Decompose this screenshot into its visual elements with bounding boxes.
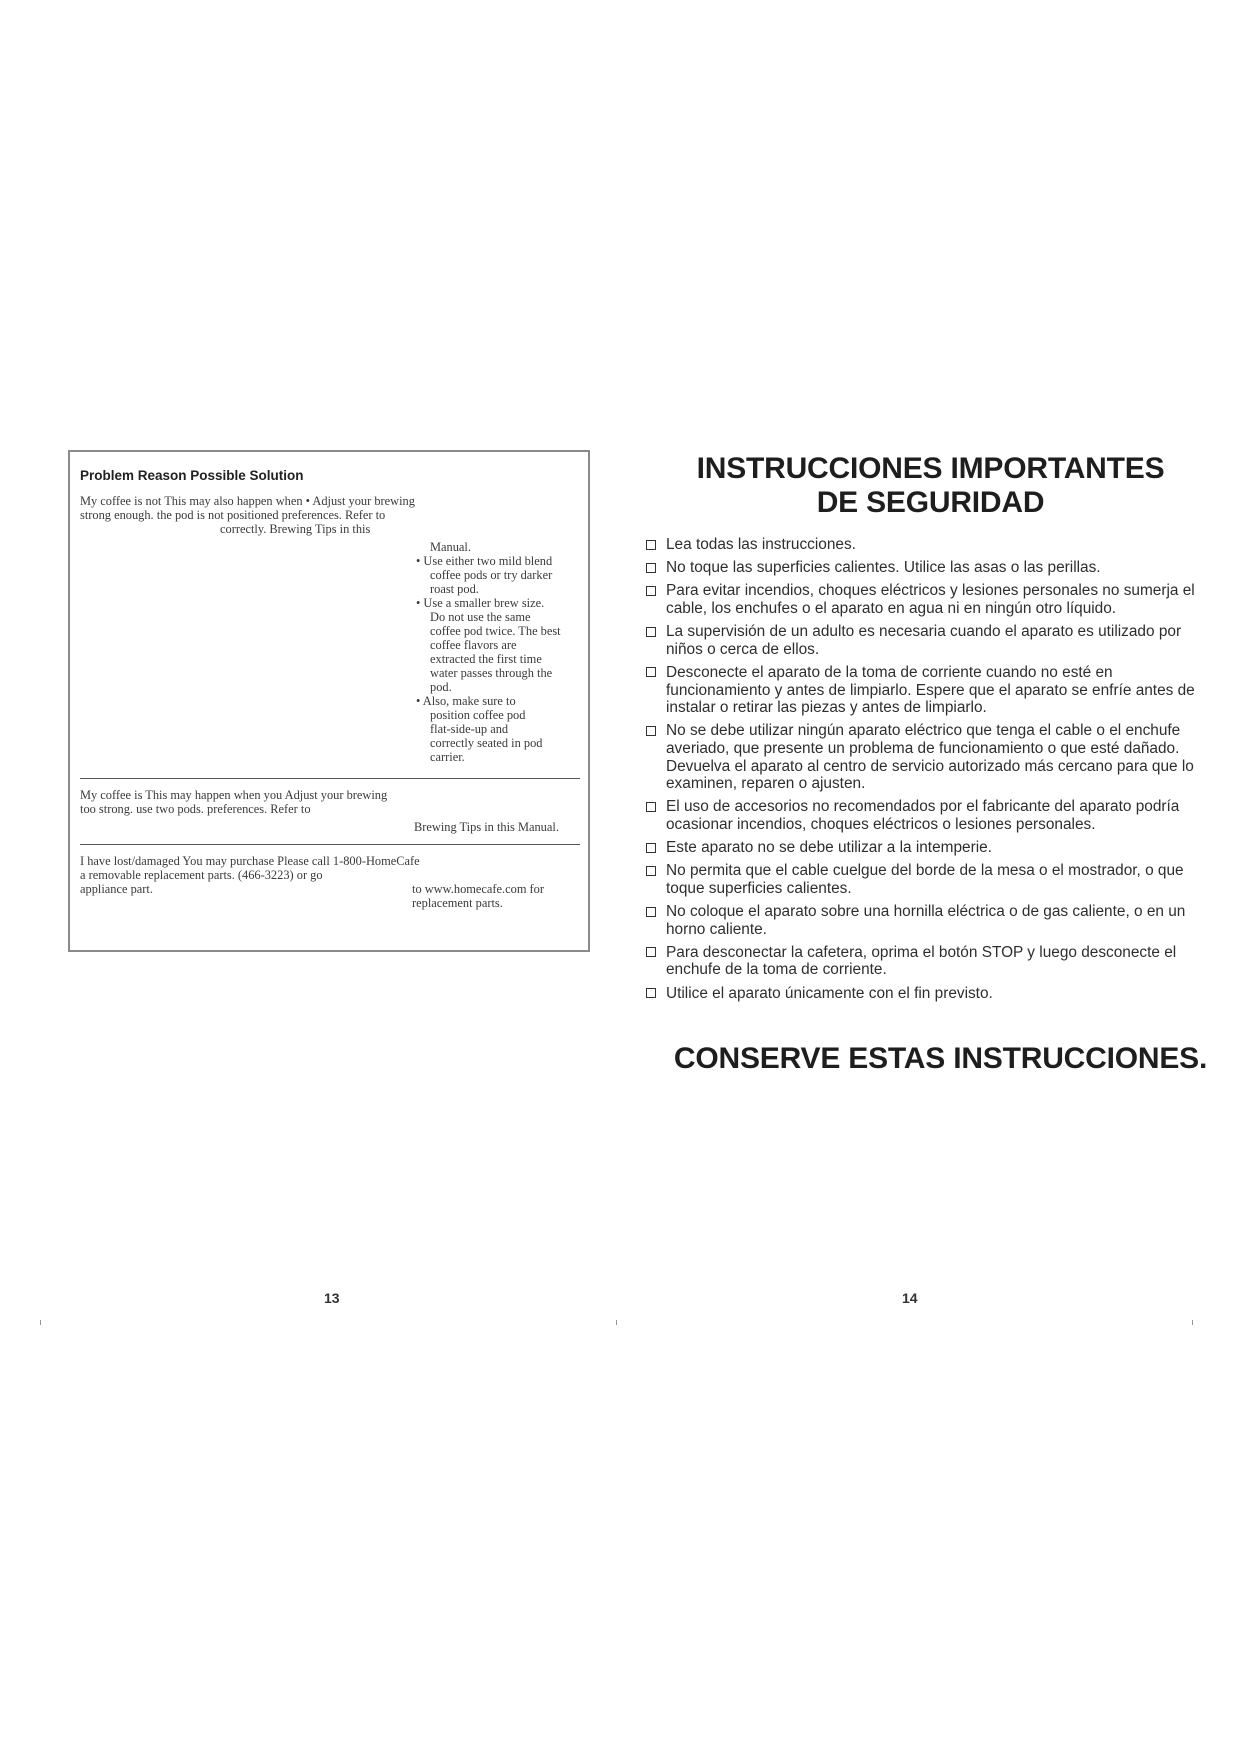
row1-line: coffee pods or try darker xyxy=(430,568,553,582)
row1-line: Manual. xyxy=(430,540,471,554)
checkbox-icon xyxy=(646,866,656,876)
list-item: La supervisión de un adulto es necesaria cuando el aparato es utilizado por niños o cerca de ellos. xyxy=(646,623,1216,658)
row1-line: carrier. xyxy=(430,750,465,764)
troubleshooting-table xyxy=(68,450,590,952)
row1-line: roast pod. xyxy=(430,582,479,596)
list-item: No toque las superficies calientes. Utilice las asas o las perillas. xyxy=(646,559,1216,577)
row3-line: a removable replacement parts. (466-3223) or go xyxy=(80,868,323,882)
row1-line: My coffee is not This may also happen when • Adjust your brewing xyxy=(80,494,415,508)
checkbox-icon xyxy=(646,907,656,917)
checkbox-icon xyxy=(646,586,656,596)
page-13 xyxy=(0,0,620,1754)
list-item: No permita que el cable cuelgue del borde de la mesa o el mostrador, o que toque superficies calientes. xyxy=(646,862,1216,897)
row3-line: appliance part. xyxy=(80,882,153,896)
list-item: Este aparato no se debe utilizar a la intemperie. xyxy=(646,839,1216,857)
row1-line: correctly seated in pod xyxy=(430,736,543,750)
crop-mark xyxy=(616,1320,617,1325)
checkbox-icon xyxy=(646,667,656,677)
list-item: Para evitar incendios, choques eléctricos y lesiones personales no sumerja el cable, los enchufes o el aparato en agua ni en ningún otro líquido. xyxy=(646,582,1216,617)
row2-line: My coffee is This may happen when you Adjust your brewing xyxy=(80,788,388,802)
row-divider xyxy=(80,778,580,779)
list-item: Desconecte el aparato de la toma de corriente cuando no esté en funcionamiento y antes de limpiarlo. Espere que el aparato se enfríe antes de instalar o retirar las piezas y antes de limpiarlo. xyxy=(646,664,1216,717)
row1-line: Do not use the same xyxy=(430,610,531,624)
row1-line: strong enough. the pod is not positioned preferences. Refer to xyxy=(80,508,386,522)
page-14 xyxy=(620,0,1241,1754)
row1-line: water passes through the xyxy=(430,666,553,680)
row1-line: • Also, make sure to xyxy=(416,694,516,708)
list-item: Lea todas las instrucciones. xyxy=(646,536,1216,554)
title-line-1: INSTRUCCIONES IMPORTANTES xyxy=(696,452,1165,485)
list-item: Utilice el aparato únicamente con el fin previsto. xyxy=(646,985,1216,1003)
row1-line: position coffee pod xyxy=(430,708,526,722)
checkbox-icon xyxy=(646,540,656,550)
list-item: El uso de accesorios no recomendados por el fabricante del aparato podría ocasionar incendios, choques eléctricos o lesiones personales. xyxy=(646,798,1216,833)
page-number: 14 xyxy=(902,1290,918,1306)
row1-line: coffee pod twice. The best xyxy=(430,624,561,638)
checkbox-icon xyxy=(646,627,656,637)
checkbox-icon xyxy=(646,843,656,853)
checkbox-icon xyxy=(646,726,656,736)
list-item: Para desconectar la cafetera, oprima el botón STOP y luego desconecte el enchufe de la toma de corriente. xyxy=(646,944,1216,979)
safety-rules-list xyxy=(646,536,1216,1008)
table-header: Problem Reason Possible Solution xyxy=(80,468,304,483)
crop-mark xyxy=(40,1320,41,1325)
row2-line: too strong. use two pods. preferences. Refer to xyxy=(80,802,311,816)
row1-line: correctly. Brewing Tips in this xyxy=(220,522,371,536)
list-item: No coloque el aparato sobre una hornilla eléctrica o de gas caliente, o en un horno caliente. xyxy=(646,903,1216,938)
checkbox-icon xyxy=(646,802,656,812)
row1-line: • Use either two mild blend xyxy=(416,554,553,568)
row1-line: coffee flavors are xyxy=(430,638,517,652)
list-item: No se debe utilizar ningún aparato eléctrico que tenga el cable o el enchufe averiado, que presente un problema de funcionamiento o que esté dañado. Devuelva el aparato al centro de servicio autorizado más cercano para que lo examinen, reparen o ajusten. xyxy=(646,722,1216,792)
title-line-2: DE SEGURIDAD xyxy=(816,486,1045,519)
footer-heading: CONSERVE ESTAS INSTRUCCIONES. xyxy=(673,1042,1208,1075)
page-number: 13 xyxy=(324,1290,340,1306)
checkbox-icon xyxy=(646,947,656,957)
checkbox-icon xyxy=(646,988,656,998)
row-divider xyxy=(80,844,580,845)
crop-mark xyxy=(1192,1320,1193,1325)
checkbox-icon xyxy=(646,563,656,573)
row3-line: replacement parts. xyxy=(412,896,503,910)
row3-line: to www.homecafe.com for xyxy=(412,882,545,896)
row2-line: Brewing Tips in this Manual. xyxy=(414,820,559,834)
row1-line: extracted the first time xyxy=(430,652,542,666)
row1-line: • Use a smaller brew size. xyxy=(416,596,545,610)
row1-line: pod. xyxy=(430,680,452,694)
row1-line: flat-side-up and xyxy=(430,722,509,736)
row3-line: I have lost/damaged You may purchase Please call 1-800-HomeCafe xyxy=(80,854,420,868)
